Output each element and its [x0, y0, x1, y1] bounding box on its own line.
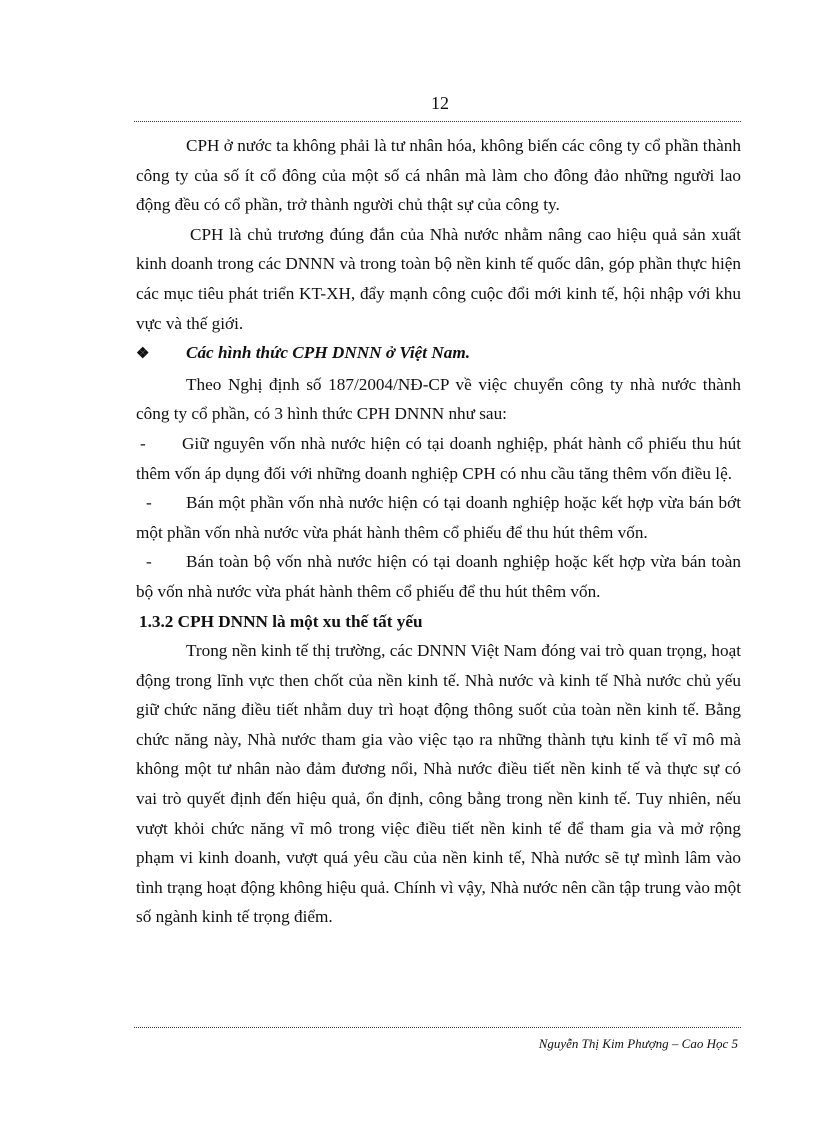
dash-bullet: -: [146, 493, 152, 513]
list-item: [136, 429, 741, 488]
list-item: [136, 488, 741, 547]
footer-author: Nguyễn Thị Kim Phượng – Cao Học 5: [538, 1036, 738, 1051]
section-heading: 1.3.2 CPH DNNN là một xu thế tất yếu: [139, 611, 423, 631]
list-item: [136, 547, 741, 606]
paragraph: CPH ở nước ta không phải là tư nhân hóa, không biến các công ty cổ phần thành công ty của số ít cổ đông của một số cá nhân mà làm cho đông đảo những người lao động đều có cổ phần, trở thành người chủ thật sự của công ty.: [136, 136, 741, 215]
subheading-text: Các hình thức CPH DNNN ở Việt Nam.: [186, 343, 471, 363]
dash-bullet: -: [140, 433, 146, 453]
paragraph: Trong nền kinh tế thị trường, các DNNN Việt Nam đóng vai trò quan trọng, hoạt động trong lĩnh vực then chốt của nền kinh tế. Nhà nước và kinh tế Nhà nước chủ yếu giữ chức năng điều tiết nhằm duy trì hoạt động thông suốt của toàn nền kinh tế. Bằng chức năng này, Nhà nước tham gia vào việc tạo ra những thành tựu kinh tế vĩ mô mà không một tư nhân nào đảm đương nổi, Nhà nước điều tiết nền kinh tế và thực sự có vai trò quyết định đến hiệu quả, ổn định, công bằng trong nền kinh tế. Tuy nhiên, nếu vượt khỏi chức năng vĩ mô trong việc điều tiết nền kinh tế để tham gia và mở rộng phạm vi kinh doanh, vượt quá yêu cầu của nền kinh tế, Nhà nước sẽ tự mình lâm vào tình trạng hoạt động không hiệu quả. Chính vì vậy, Nhà nước nên cần tập trung vào một số ngành kinh tế trọng điểm.: [136, 641, 741, 927]
subheading: [136, 338, 741, 370]
list-item-text: Giữ nguyên vốn nhà nước hiện có tại doanh nghiệp, phát hành cổ phiếu thu hút thêm vốn áp dụng đối với những doanh nghiệp CPH có nhu cầu tăng thêm vốn điều lệ.: [136, 433, 741, 483]
document-body: [136, 131, 741, 932]
list-item-text: Bán toàn bộ vốn nhà nước hiện có tại doanh nghiệp hoặc kết hợp vừa bán toàn bộ vốn nhà nước vừa phát hành thêm cổ phiếu để thu hút thêm vốn.: [136, 552, 741, 601]
header-divider: [134, 121, 741, 122]
paragraph: Theo Nghị định số 187/2004/NĐ-CP về việc chuyển công ty nhà nước thành công ty cổ phần, có 3 hình thức CPH DNNN như sau:: [136, 374, 741, 424]
page-number: 12: [431, 93, 449, 113]
diamond-bullet-icon: ❖: [136, 346, 150, 363]
dash-bullet: -: [146, 552, 152, 572]
list-item-text: Bán một phần vốn nhà nước hiện có tại doanh nghiệp hoặc kết hợp vừa bán bớt một phần vốn nhà nước vừa phát hành thêm cổ phiếu để thu hút thêm vốn.: [136, 493, 741, 542]
footer-divider: [134, 1027, 741, 1028]
paragraph: CPH là chủ trương đúng đắn của Nhà nước nhằm nâng cao hiệu quả sản xuất kinh doanh trong các DNNN và trong toàn bộ nền kinh tế quốc dân, góp phần thực hiện các mục tiêu phát triển KT-XH, đẩy mạnh công cuộc đổi mới kinh tế, hội nhập với khu vực và thế giới.: [136, 224, 741, 333]
